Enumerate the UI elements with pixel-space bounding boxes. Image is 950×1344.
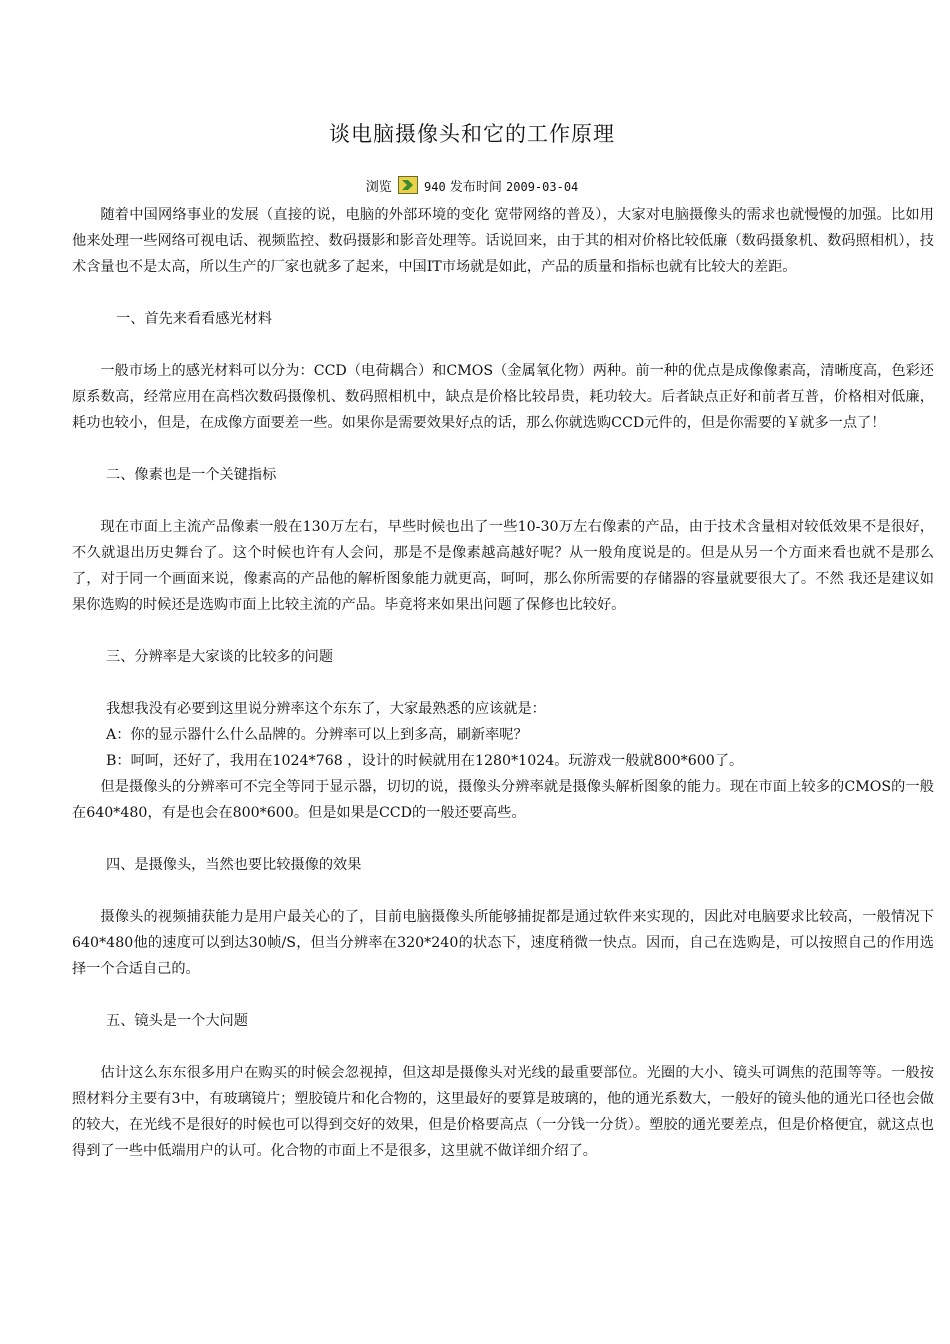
article-meta — [72, 176, 872, 198]
section-heading-5: 五、镜头是一个大问题 — [106, 1013, 248, 1029]
section-heading-2: 二、像素也是一个关键指标 — [106, 467, 277, 483]
section-paragraph-2: 现在市面上主流产品像素一般在130万左右，早些时候也出了一些10-30万左右像素的产品，由于技术含量相对较低效果不是很好，不久就退出历史舞台了。这个时候也许有人会问，那是不是像素越高越好呢？从一般角度说是的。但是从另一个方面来看也就不是那么了，对于同一个画面来说，像素高的产品他的解析图象能力就更高，呵呵，那么你所需要的存储器的容量就要很大了。不然 我还是建议如果你选购的时候还是选购市面上比较主流的产品。毕竟将来如果出问题了保修也比较好。 — [72, 519, 934, 613]
section-line-3b: A：你的显示器什么什么品牌的。分辨率可以上到多高，刷新率呢？ — [106, 727, 528, 743]
date-label: 发布时间 — [449, 180, 502, 195]
section-heading-1: 一、首先来看看感光材料 — [116, 311, 273, 327]
section-line-3c: B：呵呵，还好了，我用在1024*768 ，设计的时候就用在1280*1024。玩游戏一般就800*600了。 — [106, 753, 744, 769]
views-count: 940 — [424, 180, 446, 194]
section-heading-3: 三、分辨率是大家谈的比较多的问题 — [106, 649, 334, 665]
section-paragraph-1: 一般市场上的感光材料可以分为：CCD（电荷耦合）和CMOS（金属氧化物）两种。前一种的优点是成像像素高，清晰度高，色彩还原系数高，经常应用在高档次数码摄像机、数码照相机中，缺点是价格比较昂贵，耗功较大。后者缺点正好和前者互普，价格相对低廉，耗功也较小，但是，在成像方面要差一些。如果你是需要效果好点的话，那么你就选购CCD元件的，但是你需要的￥就多一点了！ — [72, 363, 934, 431]
page-title: 谈电脑摄像头和它的工作原理 — [329, 122, 615, 146]
intro-paragraph: 随着中国网络事业的发展（直接的说，电脑的外部环境的变化 宽带网络的普及），大家对电脑摄像头的需求也就慢慢的加强。比如用他来处理一些网络可视电话、视频监控、数码摄影和影音处理等。话说回来，由于其的相对价格比较低廉（数码摄象机、数码照相机），技术含量也不是太高，所以生产的厂家也就多了起来，中国IT市场就是如此，产品的质量和指标也就有比较大的差距。 — [72, 207, 934, 275]
article-body — [72, 202, 934, 1164]
section-paragraph-4: 摄像头的视频捕获能力是用户最关心的了，目前电脑摄像头所能够捕捉都是通过软件来实现的，因此对电脑要求比较高，一般情况下640*480他的速度可以到达30帧/S，但当分辨率在320*240的状态下，速度稍微一快点。因而，自己在选购是，可以按照自己的作用选择一个合适自己的。 — [72, 909, 934, 977]
views-label: 浏览 — [365, 180, 392, 195]
section-paragraph-3: 但是摄像头的分辨率可不完全等同于显示器，切切的说，摄像头分辨率就是摄像头解析图象的能力。现在市面上较多的CMOS的一般在640*480，有是也会在800*600。但是如果是CCD的一般还要高些。 — [72, 779, 934, 821]
section-heading-4: 四、是摄像头，当然也要比较摄像的效果 — [106, 857, 362, 873]
arrow-badge-icon — [398, 176, 418, 194]
section-paragraph-5: 估计这么东东很多用户在购买的时候会忽视掉，但这却是摄像头对光线的最重要部位。光圈的大小、镜头可调焦的范围等等。一般按照材料分主要有3中，有玻璃镜片；塑胶镜片和化合物的，这里最好的要算是玻璃的，他的通光系数大，一般好的镜头他的通光口径也会做的较大，在光线不是很好的时候也可以得到交好的效果，但是价格要高点（一分钱一分货）。塑胶的通光要差点，但是价格便宜，就这点也得到了一些中低端用户的认可。化合物的市面上不是很多，这里就不做详细介绍了。 — [72, 1065, 934, 1159]
section-line-3a: 我想我没有必要到这里说分辨率这个东东了，大家最熟悉的应该就是： — [106, 701, 546, 717]
publish-date: 2009-03-04 — [506, 180, 579, 194]
